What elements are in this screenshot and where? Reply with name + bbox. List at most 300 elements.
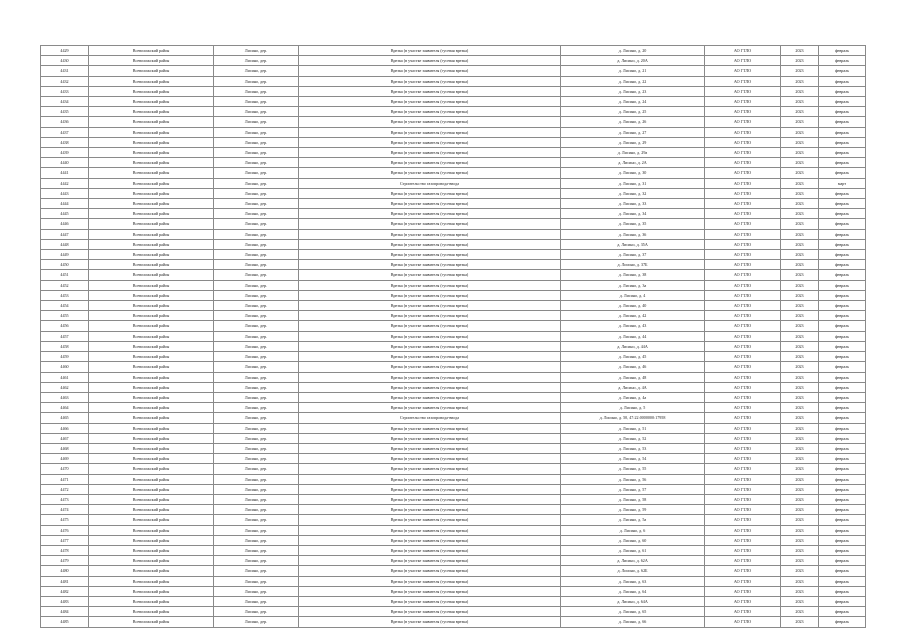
locality-cell: Лисино, дер. bbox=[214, 97, 299, 107]
organization-cell: АО ГТЛО bbox=[705, 86, 781, 96]
address-cell: д. Лисино, д. 30 bbox=[561, 168, 705, 178]
year-cell: 2023 bbox=[781, 362, 819, 372]
row-number-cell: 4435 bbox=[41, 107, 89, 117]
address-cell: д. Лисино, д. 55 bbox=[561, 464, 705, 474]
district-cell: Всеволожский район bbox=[89, 219, 214, 229]
organization-cell: АО ГТЛО bbox=[705, 382, 781, 392]
organization-cell: АО ГТЛО bbox=[705, 607, 781, 617]
district-cell: Всеволожский район bbox=[89, 382, 214, 392]
table-row bbox=[41, 280, 866, 290]
year-cell: 2023 bbox=[781, 66, 819, 76]
work-type-cell: Врезка (в участке заявителя (гусевая врезка) bbox=[299, 362, 561, 372]
year-cell: 2023 bbox=[781, 229, 819, 239]
row-number-cell: 4470 bbox=[41, 464, 89, 474]
address-cell: д. Лисино, д. 34 bbox=[561, 209, 705, 219]
work-type-cell: Врезка (в участке заявителя (гусевая врезка) bbox=[299, 423, 561, 433]
month-cell: февраль bbox=[819, 56, 866, 66]
table-row bbox=[41, 86, 866, 96]
address-cell: д. Лисино, д. 29а bbox=[561, 148, 705, 158]
work-type-cell: Врезка (в участке заявителя (гусевая врезка) bbox=[299, 117, 561, 127]
table-row bbox=[41, 321, 866, 331]
address-cell: д. Лисино, д. 62Б bbox=[561, 566, 705, 576]
address-cell: д. Лисино, д. 26 bbox=[561, 117, 705, 127]
row-number-cell: 4429 bbox=[41, 46, 89, 56]
row-number-cell: 4436 bbox=[41, 117, 89, 127]
locality-cell: Лисино, дер. bbox=[214, 250, 299, 260]
year-cell: 2023 bbox=[781, 515, 819, 525]
organization-cell: АО ГТЛО bbox=[705, 219, 781, 229]
row-number-cell: 4456 bbox=[41, 321, 89, 331]
table-row bbox=[41, 454, 866, 464]
table-row bbox=[41, 137, 866, 147]
locality-cell: Лисино, дер. bbox=[214, 107, 299, 117]
table-row bbox=[41, 372, 866, 382]
district-cell: Всеволожский район bbox=[89, 280, 214, 290]
row-number-cell: 4444 bbox=[41, 199, 89, 209]
organization-cell: АО ГТЛО bbox=[705, 168, 781, 178]
address-cell: д. Лисино, д. 27 bbox=[561, 127, 705, 137]
year-cell: 2023 bbox=[781, 56, 819, 66]
locality-cell: Лисино, дер. bbox=[214, 331, 299, 341]
district-cell: Всеволожский район bbox=[89, 158, 214, 168]
locality-cell: Лисино, дер. bbox=[214, 158, 299, 168]
work-type-cell: Врезка (в участке заявителя (гусевая врезка) bbox=[299, 331, 561, 341]
district-cell: Всеволожский район bbox=[89, 454, 214, 464]
work-type-cell: Врезка (в участке заявителя (гусевая врезка) bbox=[299, 352, 561, 362]
locality-cell: Лисино, дер. bbox=[214, 586, 299, 596]
locality-cell: Лисино, дер. bbox=[214, 423, 299, 433]
year-cell: 2023 bbox=[781, 97, 819, 107]
month-cell: февраль bbox=[819, 382, 866, 392]
district-cell: Всеволожский район bbox=[89, 290, 214, 300]
district-cell: Всеволожский район bbox=[89, 617, 214, 627]
row-number-cell: 4465 bbox=[41, 413, 89, 423]
work-type-cell: Врезка (в участке заявителя (гусевая врезка) bbox=[299, 515, 561, 525]
table-row bbox=[41, 515, 866, 525]
row-number-cell: 4483 bbox=[41, 596, 89, 606]
district-cell: Всеволожский район bbox=[89, 107, 214, 117]
locality-cell: Лисино, дер. bbox=[214, 413, 299, 423]
district-cell: Всеволожский район bbox=[89, 188, 214, 198]
district-cell: Всеволожский район bbox=[89, 199, 214, 209]
document-page bbox=[40, 45, 865, 628]
locality-cell: Лисино, дер. bbox=[214, 556, 299, 566]
organization-cell: АО ГТЛО bbox=[705, 454, 781, 464]
address-cell: д. Лисино, д. 44А bbox=[561, 341, 705, 351]
district-cell: Всеволожский район bbox=[89, 148, 214, 158]
month-cell: февраль bbox=[819, 566, 866, 576]
month-cell: февраль bbox=[819, 464, 866, 474]
work-type-cell: Врезка (в участке заявителя (гусевая врезка) bbox=[299, 474, 561, 484]
month-cell: февраль bbox=[819, 607, 866, 617]
year-cell: 2023 bbox=[781, 107, 819, 117]
year-cell: 2023 bbox=[781, 433, 819, 443]
district-cell: Всеволожский район bbox=[89, 525, 214, 535]
row-number-cell: 4439 bbox=[41, 148, 89, 158]
row-number-cell: 4442 bbox=[41, 178, 89, 188]
year-cell: 2023 bbox=[781, 545, 819, 555]
month-cell: февраль bbox=[819, 505, 866, 515]
organization-cell: АО ГТЛО bbox=[705, 413, 781, 423]
organization-cell: АО ГТЛО bbox=[705, 372, 781, 382]
row-number-cell: 4431 bbox=[41, 66, 89, 76]
table-row bbox=[41, 250, 866, 260]
locality-cell: Лисино, дер. bbox=[214, 341, 299, 351]
table-row bbox=[41, 352, 866, 362]
district-cell: Всеволожский район bbox=[89, 311, 214, 321]
district-cell: Всеволожский район bbox=[89, 331, 214, 341]
year-cell: 2023 bbox=[781, 219, 819, 229]
month-cell: февраль bbox=[819, 545, 866, 555]
organization-cell: АО ГТЛО bbox=[705, 178, 781, 188]
table-row bbox=[41, 566, 866, 576]
address-cell: д. Лисино, д. 20А bbox=[561, 56, 705, 66]
row-number-cell: 4452 bbox=[41, 280, 89, 290]
month-cell: февраль bbox=[819, 199, 866, 209]
organization-cell: АО ГТЛО bbox=[705, 280, 781, 290]
work-type-cell: Врезка (в участке заявителя (гусевая врезка) bbox=[299, 392, 561, 402]
table-row bbox=[41, 403, 866, 413]
row-number-cell: 4484 bbox=[41, 607, 89, 617]
address-cell: д. Лисино, д. 2А bbox=[561, 158, 705, 168]
address-cell: д. Лисино, д. 62А bbox=[561, 556, 705, 566]
row-number-cell: 4430 bbox=[41, 56, 89, 66]
year-cell: 2023 bbox=[781, 46, 819, 56]
table-row bbox=[41, 535, 866, 545]
locality-cell: Лисино, дер. bbox=[214, 382, 299, 392]
year-cell: 2023 bbox=[781, 127, 819, 137]
locality-cell: Лисино, дер. bbox=[214, 301, 299, 311]
address-cell: д. Лисино, д. 36 bbox=[561, 229, 705, 239]
month-cell: февраль bbox=[819, 219, 866, 229]
district-cell: Всеволожский район bbox=[89, 56, 214, 66]
month-cell: февраль bbox=[819, 331, 866, 341]
row-number-cell: 4441 bbox=[41, 168, 89, 178]
table-row bbox=[41, 545, 866, 555]
table-row bbox=[41, 301, 866, 311]
address-cell: д. Лисино, д. 63 bbox=[561, 576, 705, 586]
locality-cell: Лисино, дер. bbox=[214, 290, 299, 300]
address-cell: д. Лисино, д. 23 bbox=[561, 86, 705, 96]
month-cell: февраль bbox=[819, 311, 866, 321]
district-cell: Всеволожский район bbox=[89, 494, 214, 504]
organization-cell: АО ГТЛО bbox=[705, 545, 781, 555]
organization-cell: АО ГТЛО bbox=[705, 148, 781, 158]
address-cell: д. Лисино, д. 58 bbox=[561, 494, 705, 504]
organization-cell: АО ГТЛО bbox=[705, 117, 781, 127]
year-cell: 2023 bbox=[781, 280, 819, 290]
work-type-cell: Врезка (в участке заявителя (гусевая врезка) bbox=[299, 199, 561, 209]
district-cell: Всеволожский район bbox=[89, 403, 214, 413]
work-type-cell: Строительство газопровода-ввода bbox=[299, 413, 561, 423]
organization-cell: АО ГТЛО bbox=[705, 250, 781, 260]
locality-cell: Лисино, дер. bbox=[214, 209, 299, 219]
locality-cell: Лисино, дер. bbox=[214, 464, 299, 474]
district-cell: Всеволожский район bbox=[89, 443, 214, 453]
work-type-cell: Врезка (в участке заявителя (гусевая врезка) bbox=[299, 148, 561, 158]
work-type-cell: Врезка (в участке заявителя (гусевая врезка) bbox=[299, 250, 561, 260]
month-cell: февраль bbox=[819, 239, 866, 249]
year-cell: 2023 bbox=[781, 443, 819, 453]
organization-cell: АО ГТЛО bbox=[705, 97, 781, 107]
year-cell: 2023 bbox=[781, 331, 819, 341]
locality-cell: Лисино, дер. bbox=[214, 117, 299, 127]
year-cell: 2023 bbox=[781, 137, 819, 147]
work-type-cell: Врезка (в участке заявителя (гусевая врезка) bbox=[299, 321, 561, 331]
work-type-cell: Врезка (в участке заявителя (гусевая врезка) bbox=[299, 66, 561, 76]
month-cell: февраль bbox=[819, 494, 866, 504]
address-cell: д. Лисино, д. 53 bbox=[561, 443, 705, 453]
address-cell: д. Лисино, д. 5 bbox=[561, 403, 705, 413]
locality-cell: Лисино, дер. bbox=[214, 392, 299, 402]
row-number-cell: 4443 bbox=[41, 188, 89, 198]
work-type-cell: Врезка (в участке заявителя (гусевая врезка) bbox=[299, 239, 561, 249]
year-cell: 2023 bbox=[781, 556, 819, 566]
row-number-cell: 4458 bbox=[41, 341, 89, 351]
year-cell: 2023 bbox=[781, 301, 819, 311]
month-cell: февраль bbox=[819, 352, 866, 362]
organization-cell: АО ГТЛО bbox=[705, 229, 781, 239]
organization-cell: АО ГТЛО bbox=[705, 199, 781, 209]
district-cell: Всеволожский район bbox=[89, 229, 214, 239]
district-cell: Всеволожский район bbox=[89, 607, 214, 617]
year-cell: 2023 bbox=[781, 86, 819, 96]
address-cell: д. Лисино, д. 6 bbox=[561, 525, 705, 535]
organization-cell: АО ГТЛО bbox=[705, 525, 781, 535]
year-cell: 2023 bbox=[781, 270, 819, 280]
district-cell: Всеволожский район bbox=[89, 341, 214, 351]
month-cell: февраль bbox=[819, 617, 866, 627]
address-cell: д. Лисино, д. 37 bbox=[561, 250, 705, 260]
organization-cell: АО ГТЛО bbox=[705, 127, 781, 137]
year-cell: 2023 bbox=[781, 413, 819, 423]
work-type-cell: Врезка (в участке заявителя (гусевая врезка) bbox=[299, 443, 561, 453]
year-cell: 2023 bbox=[781, 168, 819, 178]
month-cell: февраль bbox=[819, 148, 866, 158]
month-cell: февраль bbox=[819, 260, 866, 270]
table-row bbox=[41, 270, 866, 280]
table-row bbox=[41, 158, 866, 168]
district-cell: Всеволожский район bbox=[89, 372, 214, 382]
year-cell: 2023 bbox=[781, 341, 819, 351]
month-cell: февраль bbox=[819, 535, 866, 545]
year-cell: 2023 bbox=[781, 505, 819, 515]
row-number-cell: 4485 bbox=[41, 617, 89, 627]
work-type-cell: Врезка (в участке заявителя (гусевая врезка) bbox=[299, 188, 561, 198]
address-cell: д. Лисино, д. 5а bbox=[561, 515, 705, 525]
organization-cell: АО ГТЛО bbox=[705, 433, 781, 443]
month-cell: февраль bbox=[819, 596, 866, 606]
locality-cell: Лисино, дер. bbox=[214, 56, 299, 66]
month-cell: февраль bbox=[819, 107, 866, 117]
work-type-cell: Врезка (в участке заявителя (гусевая врезка) bbox=[299, 56, 561, 66]
locality-cell: Лисино, дер. bbox=[214, 454, 299, 464]
locality-cell: Лисино, дер. bbox=[214, 199, 299, 209]
locality-cell: Лисино, дер. bbox=[214, 219, 299, 229]
month-cell: февраль bbox=[819, 515, 866, 525]
address-cell: д. Лисино, д. 42 bbox=[561, 311, 705, 321]
table-row bbox=[41, 229, 866, 239]
organization-cell: АО ГТЛО bbox=[705, 392, 781, 402]
month-cell: февраль bbox=[819, 66, 866, 76]
row-number-cell: 4453 bbox=[41, 290, 89, 300]
row-number-cell: 4478 bbox=[41, 545, 89, 555]
work-type-cell: Врезка (в участке заявителя (гусевая врезка) bbox=[299, 280, 561, 290]
month-cell: февраль bbox=[819, 137, 866, 147]
address-cell: д. Лисино, д. 31 bbox=[561, 178, 705, 188]
year-cell: 2023 bbox=[781, 403, 819, 413]
table-row bbox=[41, 505, 866, 515]
organization-cell: АО ГТЛО bbox=[705, 331, 781, 341]
work-type-cell: Врезка (в участке заявителя (гусевая врезка) bbox=[299, 545, 561, 555]
year-cell: 2023 bbox=[781, 392, 819, 402]
organization-cell: АО ГТЛО bbox=[705, 443, 781, 453]
table-row bbox=[41, 617, 866, 627]
address-cell: д. Лисино, д. 21 bbox=[561, 66, 705, 76]
organization-cell: АО ГТЛО bbox=[705, 270, 781, 280]
month-cell: февраль bbox=[819, 586, 866, 596]
district-cell: Всеволожский район bbox=[89, 423, 214, 433]
work-type-cell: Врезка (в участке заявителя (гусевая врезка) bbox=[299, 505, 561, 515]
organization-cell: АО ГТЛО bbox=[705, 474, 781, 484]
district-cell: Всеволожский район bbox=[89, 270, 214, 280]
year-cell: 2023 bbox=[781, 607, 819, 617]
district-cell: Всеволожский район bbox=[89, 556, 214, 566]
locality-cell: Лисино, дер. bbox=[214, 515, 299, 525]
district-cell: Всеволожский район bbox=[89, 474, 214, 484]
month-cell: февраль bbox=[819, 280, 866, 290]
work-type-cell: Врезка (в участке заявителя (гусевая врезка) bbox=[299, 209, 561, 219]
district-cell: Всеволожский район bbox=[89, 464, 214, 474]
district-cell: Всеволожский район bbox=[89, 596, 214, 606]
month-cell: февраль bbox=[819, 392, 866, 402]
locality-cell: Лисино, дер. bbox=[214, 178, 299, 188]
district-cell: Всеволожский район bbox=[89, 209, 214, 219]
organization-cell: АО ГТЛО bbox=[705, 46, 781, 56]
work-type-cell: Врезка (в участке заявителя (гусевая врезка) bbox=[299, 433, 561, 443]
row-number-cell: 4433 bbox=[41, 86, 89, 96]
table-row bbox=[41, 392, 866, 402]
year-cell: 2023 bbox=[781, 148, 819, 158]
district-cell: Всеволожский район bbox=[89, 250, 214, 260]
year-cell: 2023 bbox=[781, 321, 819, 331]
year-cell: 2023 bbox=[781, 372, 819, 382]
month-cell: февраль bbox=[819, 474, 866, 484]
address-cell: д. Лисино, д. 37Б bbox=[561, 260, 705, 270]
address-cell: д. Лисино, д. 40 bbox=[561, 301, 705, 311]
locality-cell: Лисино, дер. bbox=[214, 66, 299, 76]
district-cell: Всеволожский район bbox=[89, 76, 214, 86]
row-number-cell: 4471 bbox=[41, 474, 89, 484]
month-cell: февраль bbox=[819, 290, 866, 300]
locality-cell: Лисино, дер. bbox=[214, 76, 299, 86]
year-cell: 2023 bbox=[781, 454, 819, 464]
address-cell: д. Лисино, д. 35А bbox=[561, 239, 705, 249]
address-cell: д. Лисино, д. 66 bbox=[561, 617, 705, 627]
row-number-cell: 4450 bbox=[41, 260, 89, 270]
work-type-cell: Врезка (в участке заявителя (гусевая врезка) bbox=[299, 290, 561, 300]
organization-cell: АО ГТЛО bbox=[705, 596, 781, 606]
year-cell: 2023 bbox=[781, 576, 819, 586]
month-cell: февраль bbox=[819, 341, 866, 351]
table-row bbox=[41, 76, 866, 86]
locality-cell: Лисино, дер. bbox=[214, 403, 299, 413]
row-number-cell: 4459 bbox=[41, 352, 89, 362]
address-cell: д. Лисино, д. 43 bbox=[561, 321, 705, 331]
district-cell: Всеволожский район bbox=[89, 515, 214, 525]
table-body bbox=[41, 46, 866, 628]
table-row bbox=[41, 576, 866, 586]
row-number-cell: 4449 bbox=[41, 250, 89, 260]
month-cell: февраль bbox=[819, 454, 866, 464]
table-row bbox=[41, 413, 866, 423]
address-cell: д. Лисино, д. 60 bbox=[561, 535, 705, 545]
work-type-cell: Врезка (в участке заявителя (гусевая врезка) bbox=[299, 127, 561, 137]
month-cell: февраль bbox=[819, 301, 866, 311]
year-cell: 2023 bbox=[781, 525, 819, 535]
organization-cell: АО ГТЛО bbox=[705, 290, 781, 300]
row-number-cell: 4457 bbox=[41, 331, 89, 341]
district-cell: Всеволожский район bbox=[89, 484, 214, 494]
month-cell: февраль bbox=[819, 484, 866, 494]
work-type-cell: Врезка (в участке заявителя (гусевая врезка) bbox=[299, 260, 561, 270]
row-number-cell: 4460 bbox=[41, 362, 89, 372]
month-cell: февраль bbox=[819, 86, 866, 96]
year-cell: 2023 bbox=[781, 178, 819, 188]
district-cell: Всеволожский район bbox=[89, 566, 214, 576]
row-number-cell: 4448 bbox=[41, 239, 89, 249]
organization-cell: АО ГТЛО bbox=[705, 56, 781, 66]
locality-cell: Лисино, дер. bbox=[214, 229, 299, 239]
table-row bbox=[41, 168, 866, 178]
month-cell: февраль bbox=[819, 209, 866, 219]
table-row bbox=[41, 607, 866, 617]
district-cell: Всеволожский район bbox=[89, 352, 214, 362]
work-type-cell: Врезка (в участке заявителя (гусевая врезка) bbox=[299, 525, 561, 535]
district-cell: Всеволожский район bbox=[89, 66, 214, 76]
row-number-cell: 4466 bbox=[41, 423, 89, 433]
organization-cell: АО ГТЛО bbox=[705, 301, 781, 311]
work-type-cell: Врезка (в участке заявителя (гусевая врезка) bbox=[299, 586, 561, 596]
month-cell: февраль bbox=[819, 413, 866, 423]
locality-cell: Лисино, дер. bbox=[214, 433, 299, 443]
address-cell: д. Лисино, д. 4А bbox=[561, 382, 705, 392]
gasification-table bbox=[40, 45, 866, 628]
year-cell: 2023 bbox=[781, 290, 819, 300]
organization-cell: АО ГТЛО bbox=[705, 66, 781, 76]
table-row bbox=[41, 596, 866, 606]
table-row bbox=[41, 178, 866, 188]
district-cell: Всеволожский район bbox=[89, 127, 214, 137]
organization-cell: АО ГТЛО bbox=[705, 137, 781, 147]
row-number-cell: 4462 bbox=[41, 382, 89, 392]
address-cell: д. Лисино, д. 46 bbox=[561, 362, 705, 372]
locality-cell: Лисино, дер. bbox=[214, 188, 299, 198]
month-cell: февраль bbox=[819, 250, 866, 260]
address-cell: д. Лисино, д. 54 bbox=[561, 454, 705, 464]
year-cell: 2023 bbox=[781, 464, 819, 474]
work-type-cell: Врезка (в участке заявителя (гусевая врезка) bbox=[299, 556, 561, 566]
year-cell: 2023 bbox=[781, 250, 819, 260]
month-cell: февраль bbox=[819, 576, 866, 586]
address-cell: д. Лисино, д. 64А bbox=[561, 596, 705, 606]
year-cell: 2023 bbox=[781, 596, 819, 606]
locality-cell: Лисино, дер. bbox=[214, 545, 299, 555]
locality-cell: Лисино, дер. bbox=[214, 576, 299, 586]
work-type-cell: Врезка (в участке заявителя (гусевая врезка) bbox=[299, 617, 561, 627]
month-cell: февраль bbox=[819, 46, 866, 56]
district-cell: Всеволожский район bbox=[89, 86, 214, 96]
